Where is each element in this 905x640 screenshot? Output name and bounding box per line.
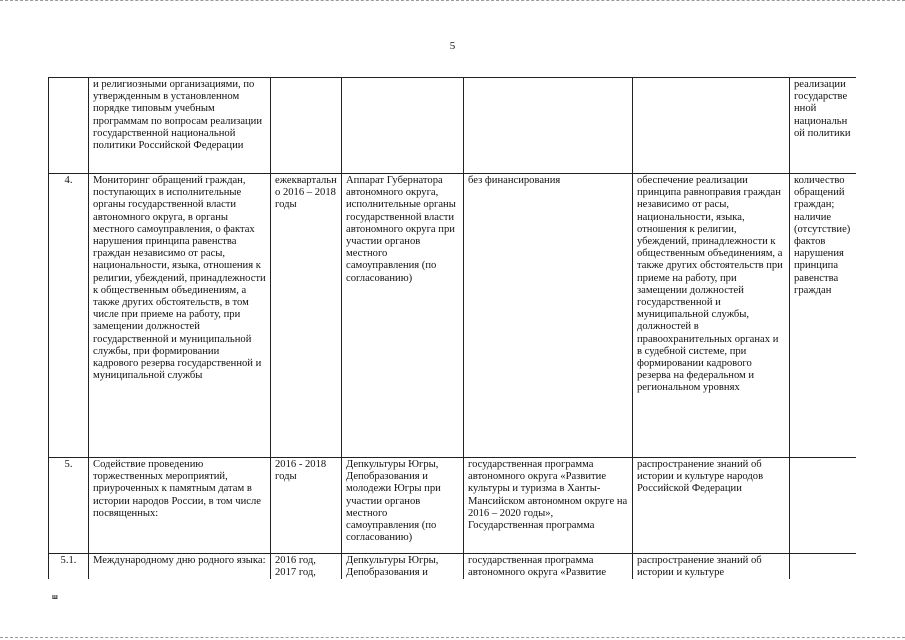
- funding-cell: [464, 78, 633, 174]
- table-row: [49, 554, 857, 580]
- funding-cell: государственная программа автономного округа «Развитие: [464, 554, 633, 580]
- table-row: [49, 78, 857, 174]
- event-cell: Международному дню родного языка:: [89, 554, 271, 580]
- row-number: 4.: [49, 174, 89, 458]
- plan-table-container: [48, 77, 856, 579]
- event-cell: Содействие проведению торжественных мероприятий, приуроченных к памятным датам в истории народов России, в том числе посвященных:: [89, 458, 271, 554]
- period-cell: [271, 78, 342, 174]
- row-number: [49, 78, 89, 174]
- period-cell: ежеквартально 2016 – 2018 годы: [271, 174, 342, 458]
- page-number: 5: [449, 40, 456, 52]
- indicator-cell: [790, 458, 857, 554]
- result-cell: [633, 78, 790, 174]
- result-cell: распространение знаний об истории и культуре: [633, 554, 790, 580]
- event-cell: и религиозными организациями, по утвержденным в установленном порядке типовым учебным программам по вопросам реализации государственной национальной политики Российской Федерации: [89, 78, 271, 174]
- table-row: [49, 458, 857, 554]
- row-number: 5.: [49, 458, 89, 554]
- scan-edge-bottom: [0, 633, 905, 638]
- funding-cell: государственная программа автономного округа «Развитие культуры и туризма в Ханты-Мансийском автономном округе на 2016 – 2020 годы», Государственная программа: [464, 458, 633, 554]
- scan-edge-top: [0, 0, 905, 5]
- period-cell: 2016 год, 2017 год,: [271, 554, 342, 580]
- period-cell: 2016 - 2018 годы: [271, 458, 342, 554]
- executor-cell: Аппарат Губернатора автономного округа, исполнительные органы государственной власти автономного округа при участии органов местного самоуправления (по согласованию): [342, 174, 464, 458]
- indicator-cell: количество обращений граждан; наличие (отсутствие) фактов нарушения принципа равенства граждан: [790, 174, 857, 458]
- indicator-cell: [790, 554, 857, 580]
- result-cell: обеспечение реализации принципа равноправия граждан независимо от расы, национальности, языка, отношения к религии, убеждений, принадлежности к общественным объединениям, а также других обстоятельств при приеме на работу, при замещении должностей государственной и муниципальной службы, должностей в правоохранительных органах и в судебной системе, при формировании кадрового резерва на федеральном и региональном уровнях: [633, 174, 790, 458]
- indicator-cell: реализации государственной национальной политики: [790, 78, 857, 174]
- row-number: 5.1.: [49, 554, 89, 580]
- executor-cell: Депкультуры Югры, Депобразования и: [342, 554, 464, 580]
- plan-table: [48, 77, 856, 579]
- funding-cell: без финансирования: [464, 174, 633, 458]
- footer-mark: ш: [52, 594, 58, 601]
- result-cell: распространение знаний об истории и культуре народов Российской Федерации: [633, 458, 790, 554]
- event-cell: Мониторинг обращений граждан, поступающих в исполнительные органы государственной власти автономного округа, в органы местного самоуправления, о фактах нарушения принципа равенства граждан независимо от расы, национальности, языка, отношения к религии, убеждений, принадлежности к общественным объединениям, а также других обстоятельств, в том числе при приеме на работу, при замещении должностей государственной и муниципальной службы, при формировании кадрового резерва государственной и муниципальной службы: [89, 174, 271, 458]
- table-row: [49, 174, 857, 458]
- executor-cell: Депкультуры Югры, Депобразования и молодежи Югры при участии органов местного самоуправления (по согласованию): [342, 458, 464, 554]
- executor-cell: [342, 78, 464, 174]
